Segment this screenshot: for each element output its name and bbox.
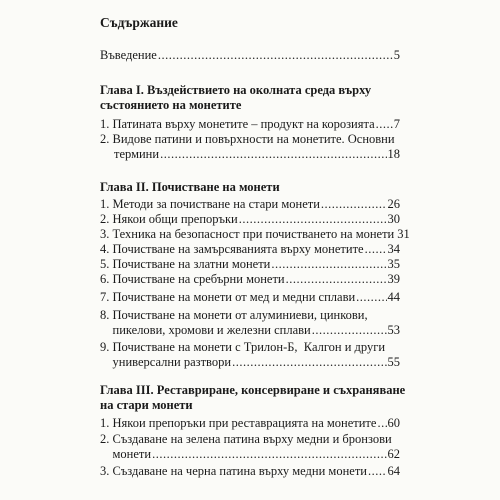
page-number: 64: [387, 464, 400, 478]
toc-title: Съдържание: [100, 15, 178, 30]
leader-dots: [239, 212, 387, 227]
page-number: 18: [387, 147, 400, 161]
chapter-1-title: Глава I. Въздействието на околната среда върху състоянието на монетите: [100, 83, 372, 112]
page-number: 55: [387, 355, 400, 369]
toc-entry: 3. Създаване на черна патина върху медни монети ..... 64: [100, 464, 400, 479]
page-number: 60: [387, 416, 400, 430]
toc-entry: 8. Почистване на монети от алуминиеви, цинкови, пикелови, хромови и железни сплави ..... 53: [100, 308, 400, 338]
page-number: 39: [387, 272, 400, 286]
leader-dots: [271, 257, 386, 272]
leader-dots: [160, 147, 386, 162]
leader-dots: [377, 416, 386, 431]
leader-dots: [152, 447, 386, 462]
leader-dots: [356, 290, 386, 305]
leader-dots: [232, 355, 386, 370]
toc-entry: 6. Почистване на сребърни монети ..... 39: [100, 272, 400, 287]
chapter-2-title: Глава II. Почистване на монети: [100, 180, 280, 194]
leader-dots: [365, 242, 387, 257]
page-number: 31: [397, 227, 410, 241]
leader-dots: [312, 323, 387, 338]
page-number: 7: [393, 117, 400, 131]
toc-entry: 2. Някои общи препоръки ..... 30: [100, 212, 400, 227]
leader-dots: [321, 197, 387, 212]
entry-text: Въведение: [100, 48, 157, 62]
page-number: 35: [387, 257, 400, 271]
page-number: 62: [387, 447, 400, 461]
toc-entry: 3. Техника на безопасност при почистването на монети 31: [100, 227, 410, 241]
toc-entry: 1. Някои препоръки при реставрацията на монетите ..... 60: [100, 416, 400, 431]
toc-entry: 1. Методи за почистване на стари монети ..... 26: [100, 197, 400, 212]
leader-dots: [376, 117, 393, 132]
leader-dots: [158, 48, 393, 63]
page-number: 26: [387, 197, 400, 211]
page-number: 30: [387, 212, 400, 226]
toc-entry: 4. Почистване на замърсяванията върху монетите ..... 34: [100, 242, 400, 257]
toc-entry: 9. Почистване на монети с Трилон-Б, Калгон и други универсални разтвори ..... 55: [100, 340, 400, 370]
toc-entry: 5. Почистване на златни монети ..... 35: [100, 257, 400, 272]
page-number: 34: [387, 242, 400, 256]
page-number: 53: [387, 323, 400, 337]
chapter-3-title: Глава III. Реставриране, консервиране и съхраняване на стари монети: [100, 383, 406, 412]
toc-entry: 2. Създаване на зелена патина върху медни и бронзови монети ..... 62: [100, 432, 400, 462]
leader-dots: [286, 272, 387, 287]
toc-entry: 7. Почистване на монети от мед и медни сплави ..... 44: [100, 290, 400, 305]
toc-entry-intro: [100, 48, 400, 63]
toc-entry: 2. Видове патини и повърхности на монетите. Основни термини ..... 18: [100, 132, 400, 162]
page-number: 44: [387, 290, 400, 304]
leader-dots: [368, 464, 387, 479]
page-number: 5: [393, 48, 400, 62]
toc-entry: 1. Патината върху монетите – продукт на корозията ..... 7: [100, 117, 400, 132]
